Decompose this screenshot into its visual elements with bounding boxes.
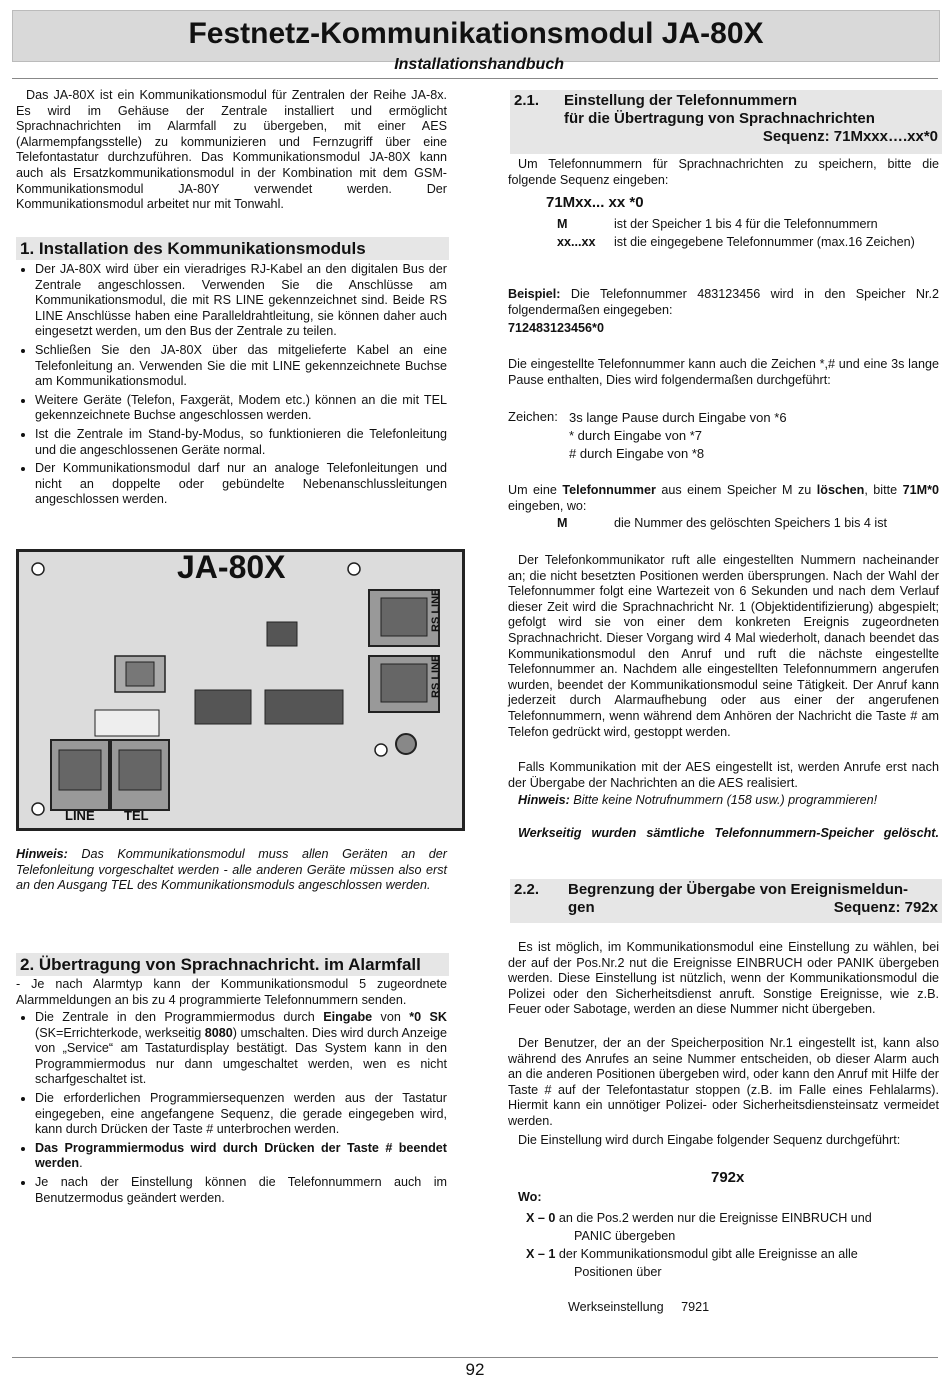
section1-heading: 1. Installation des Kommunikationsmoduls [16,237,449,260]
section22-title-line1: Begrenzung der Übergabe von Ereignismeldun- [568,881,909,898]
intro-paragraph: Das JA-80X ist ein Kommunikationsmodul für Zentralen der Reihe JA-8x. Es wird im Gehäuse der Zentrale installiert und ermöglicht Sprachnachrichten im Alarmfall zu übergeben, mit einer AES (Alarmempfangsstelle) zu kommunizieren und Fernzugriff über eine Telefontastatur durchzuführen. Das Kommunikationsmodul JA-80X kann auch als Ersatzkommunikationsmodul in der Kombination mit dem GSM- Kommunikationsmodul JA-80Y verwendet werden. Der Kommunikationsmodul arbeitet nur mit Tonwahl. [16,88,447,212]
microcontroller-chip [267,622,297,646]
chars-paragraph: Die eingestellte Telefonnummer kann auch die Zeichen *,# und eine 3s lange Pause enthalten, Dies wird folgendermaßen durchgeführt: [508,357,939,387]
note1-label: Hinweis: [16,847,68,861]
chars-label: Zeichen: [508,409,558,424]
section1-list [13,262,447,511]
list-item: • Der Kommunikationsmodul darf nur an analoge Telefonleitungen und nicht an doppelte oder gebündelte Nebenanschlussleitungen angeschlossen werden. [35,461,447,508]
section21-number: 2.1. [514,92,540,109]
def-x-key: xx...xx [557,235,596,249]
list-item: • Der JA-80X wird über ein vieradriges RJ-Kabel an den digitalen Bus der Zentrale angeschlossen. Verwenden Sie die Anschlüsse am Kommunikationsmodul, die mit RS LINE gekennzeichnet sind. Beide RS LINE Anschlüsse haben eine Paralleldrahtleitung, sie können daher auch eingesetzt werden, um den Bus der Zentrale zu teilen. [35,262,447,340]
switch-lever [126,662,154,686]
wo-label: Wo: [518,1190,542,1204]
label-area [95,710,159,736]
socket-opening [119,750,161,790]
mount-hole [32,803,44,815]
socket-opening [59,750,101,790]
section22-paragraph3: Die Einstellung wird durch Eingabe folgender Sequenz durchgeführt: [518,1133,901,1147]
header-rule [12,78,938,79]
list-item: • Die erforderlichen Programmiersequenzen werden aus der Tastatur eingegeben, eine angefangene Sequenz, die gerade eingegeben wird, kann durch Drücken der Taste # unterbrochen werden. [35,1091,447,1138]
section21-paragraph1: Der Telefonkommunikator ruft alle eingestellten Nummern nacheinander an; die nicht besetzten Positionen werden übersprungen. Nach der Wahl der Telefonnummer folgt eine Wartezeit von 6 Sekunden und nach dem Verlauf dieser Zeit wird die Sprachnachricht Nr. 1 (Objektidentifizierung) abgespielt; gefolgt wird sie von einer dem konkreten Ereignis zugeordneten Sprachnachricht. Dieser Vorgang wird 4 Mal wiederholt, danach beendet das Kommunikationsmodul den Anruf und ruft die nächste eingestellte Telefonnummer an. Nachdem alle eingestellten Telefonnummern angerufen wurden, beendet der Kommunikationsmodul seine Tätigkeit. Der Anruf kann jederzeit durch Alarmaufhebung oder aus einer der angerufenen Telefonnummern, wenn während dem Anhören der Nachricht die Taste # am Telefon gedrückt wird, gestoppt werden. [508,553,939,739]
section2-intro: - Je nach Alarmtyp kann der Kommunikationsmodul 5 zugeordnete Alarmmeldungen an bis zu 4 programmierte Telefonnummern senden. [16,977,447,1007]
mount-hole [32,563,44,575]
section21-factory-note: Werkseitig wurden sämtliche Telefonnummern-Speicher gelöscht. [518,826,939,840]
socket-opening [381,664,427,702]
list-item: # durch Eingabe von *8 [569,446,705,461]
section21-sequence: Sequenz: 71Mxxx….xx*0 [762,128,938,145]
line-label: LINE [65,808,95,823]
ic-chip [265,690,343,724]
section22-paragraph1: Es ist möglich, im Kommunikationsmodul eine Einstellung zu wählen, bei der auf der Pos.Nr.2 nut die Ereignisse EINBRUCH oder PANIK übergeben werden. Diese Einstellung ist nützlich, wenn der Kommunikationsmodul die Polizei oder den Sicherheitsdienst anruft. Sonstige Ereignisse, wie z.B. Feuer oder Sabotage, werden an diese Nummer nicht übergeben. [508,940,939,1017]
board-graphic [19,549,462,828]
def-x-value: ist die eingegebene Telefonnummer (max.16 Zeichen) [614,235,915,249]
example-code: 712483123456*0 [508,321,604,335]
factory-setting: Werkseinstellung 7921 [568,1300,710,1314]
section22-sequence: Sequenz: 792x [833,899,938,916]
section2-heading: 2. Übertragung von Sprachnachricht. im Alarmfall [16,953,449,976]
x1-option-cont: Positionen über [574,1265,662,1279]
note1-text: Das Kommunikationsmodul muss allen Geräten an der Telefonleitung vorgeschaltet werden - alle anderen Geräte müssen also erst an den Ausgang TEL des Kommunikationsmoduls angeschlossen werden. [16,847,447,893]
tel-label: TEL [124,808,149,823]
list-item: • Weitere Geräte (Telefon, Faxgerät, Modem etc.) können an die mit TEL gekennzeichnete Buchse angeschlossen werden. [35,393,447,424]
section21-hint: Hinweis: Bitte keine Notrufnummern (158 usw.) programmieren! [518,793,878,807]
page-title: Festnetz-Kommunikationsmodul JA-80X [12,10,940,62]
section21-title-line1: Einstellung der Telefonnummern [564,92,798,109]
list-item: • Je nach der Einstellung können die Telefonnummern auch im Benutzermodus geändert werden. [35,1175,447,1206]
footer-rule [12,1357,938,1358]
list-item: • Die Zentrale in den Programmiermodus durch Eingabe von *0 SK (SK=Errichterkode, werkseitig 8080) umschalten. Dies wird durch Anzeige von „Service“ am Tastaturdisplay bestätigt. Das System kann in den Programmiermodus nur dann umgeschaltet werden, wen es nicht scharfgeschaltet ist. [35,1010,447,1088]
potentiometer [396,734,416,754]
del-m-key: M [557,516,568,530]
section22-number: 2.2. [514,881,540,898]
section22-paragraph2: Der Benutzer, der an der Speicherposition Nr.1 eingestellt ist, kann also während des Anrufes an seine Nummer entscheiden, ob dieser Alarm auch an die anderen Positionen übergeben wird, oder kann den Anruf mit Hilfe der Taste # auf der Telefontastatur stoppen (z.B. im Falle eines Fehlalarms). Hiermit kann ein unnötiger Polizei- oder Sicherheitsdiensteinsatz vermeidet werden. [508,1036,939,1128]
x1-option: X – 1 der Kommunikationsmodul gibt alle Ereignisse an alle [526,1247,858,1261]
section22-code: 792x [711,1169,745,1186]
section22-heading [510,879,942,923]
section21-heading [510,90,942,154]
rs-line-label-2: RS LINE [430,654,442,698]
socket-opening [381,598,427,636]
note1 [16,847,447,894]
list-item: • Das Programmiermodus wird durch Drücken der Taste # beendet werden. [35,1141,447,1172]
list-item: • Ist die Zentrale im Stand-by-Modus, so funktionieren die Telefonleitung und die angeschlossenen Geräte normal. [35,427,447,458]
module-board-illustration [16,549,465,831]
section21-intro: Um Telefonnummern für Sprachnachrichten zu speichern, bitte die folgende Sequenz eingeben: [508,157,939,187]
list-item: * durch Eingabe von *7 [569,428,702,443]
board-label: JA-80X [177,549,286,585]
page-number: 92 [465,1360,485,1379]
example: Beispiel: Die Telefonnummer 483123456 wird in den Speicher Nr.2 folgendermaßen eingegeben: [508,287,939,317]
def-m-key: M [557,217,568,231]
section21-paragraph2: Falls Kommunikation mit der AES eingestellt ist, werden Anrufe erst nach der Übergabe der Nachrichten an die AES realisiert. [508,760,939,790]
section21-code: 71Mxx... xx *0 [546,194,644,211]
chars-list [569,409,787,463]
x0-option: X – 0 an die Pos.2 werden nur die Ereignisse EINBRUCH und [526,1211,872,1225]
ic-chip [195,690,251,724]
page-subtitle: Installationshandbuch [394,56,564,73]
x0-option-cont: PANIC übergeben [574,1229,676,1243]
section2-list [13,1010,447,1209]
def-m-value: ist der Speicher 1 bis 4 für die Telefonnummern [614,217,878,231]
delete-paragraph: Um eine Telefonnummer aus einem Speicher M zu löschen, bitte 71M*0 eingeben, wo: [508,483,939,513]
list-item: • Schließen Sie den JA-80X über das mitgelieferte Kabel an eine Telefonleitung an. Verwenden Sie die mit LINE gekennzeichnete Buchse am Kommunikationsmodul. [35,343,447,390]
section21-title-line2: für die Übertragung von Sprachnachrichten [564,110,875,127]
list-item: 3s lange Pause durch Eingabe von *6 [569,410,787,425]
section22-title-line2: gen [568,899,595,916]
mount-hole [375,744,387,756]
del-m-value: die Nummer des gelöschten Speichers 1 bis 4 ist [614,516,887,530]
mount-hole [348,563,360,575]
rs-line-label-1: RS LINE [430,588,442,632]
